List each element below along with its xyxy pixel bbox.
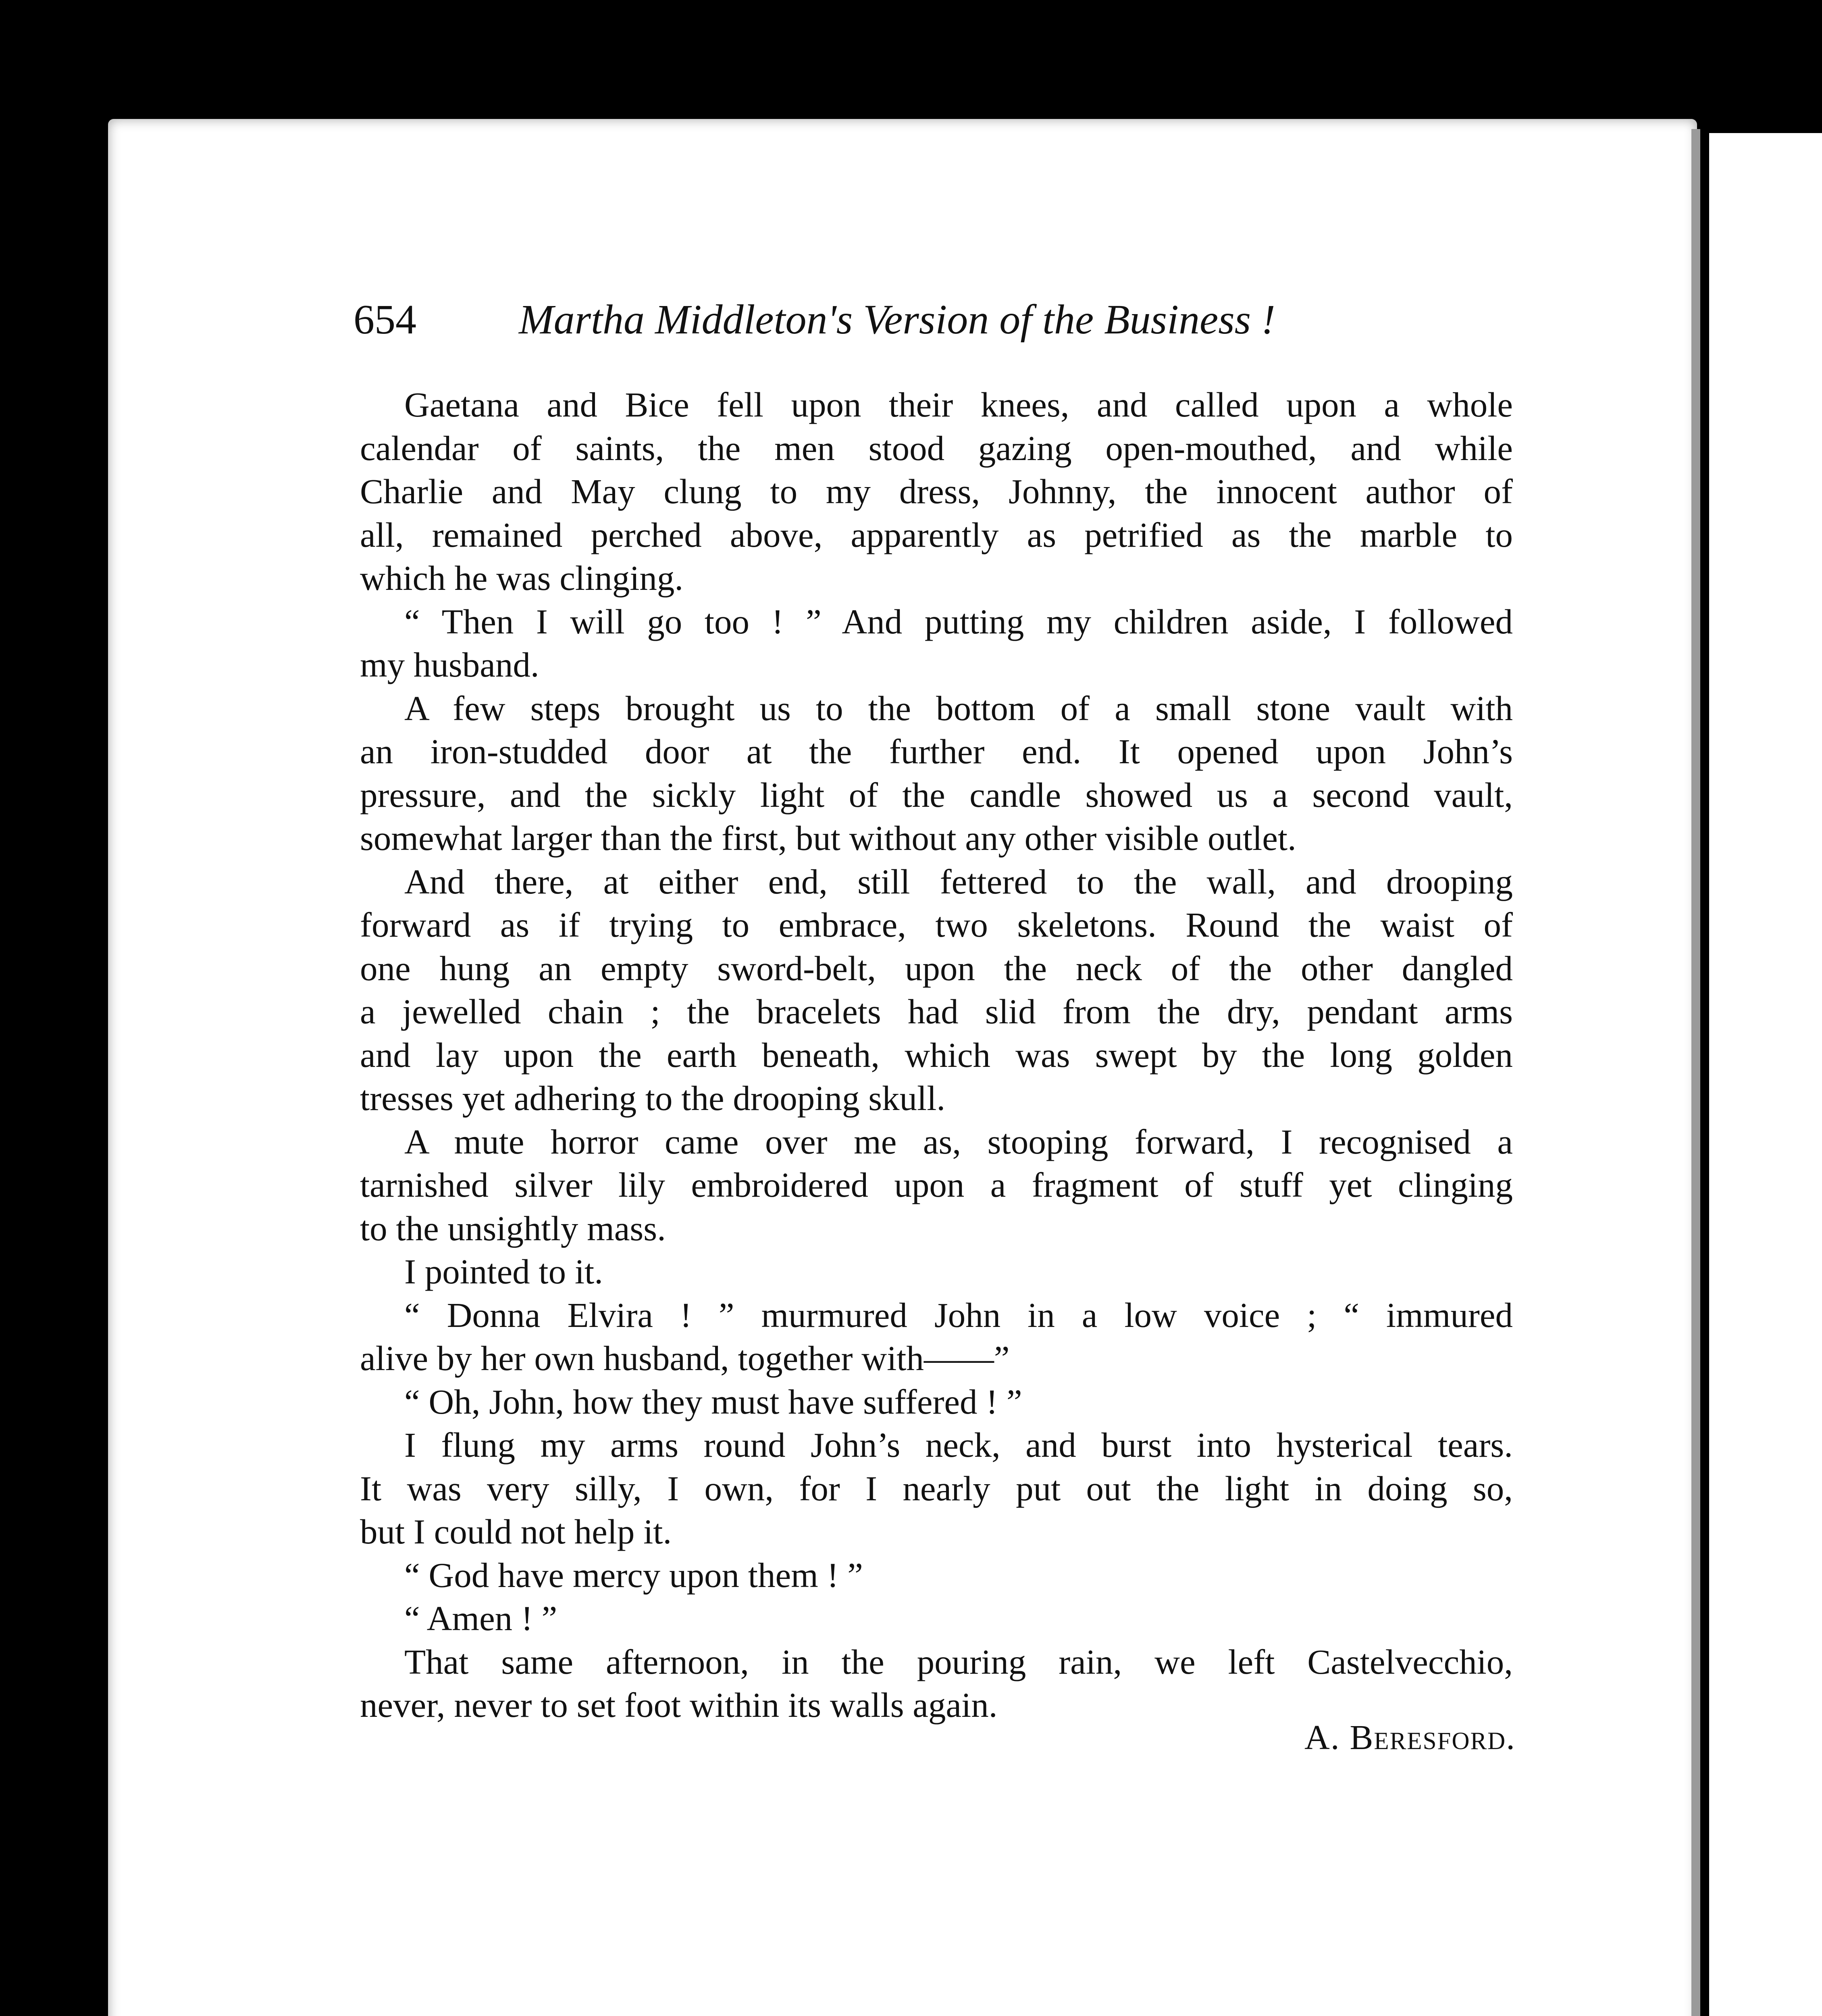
text-line: “ God have mercy upon them ! ” [404, 1555, 863, 1595]
text-line: somewhat larger than the first, but without any other visible outlet. [360, 818, 1296, 858]
text-line: an iron-studded door at the further end. It opened upon John’s [360, 732, 1513, 771]
facing-page-edge [1709, 133, 1822, 2016]
text-line: forward as if trying to embrace, two skeletons. Round the waist of [360, 905, 1513, 944]
text-line: calendar of saints, the men stood gazing open-mouthed, and while [360, 428, 1513, 468]
text-line: That same afternoon, in the pouring rain, we left Castelvecchio, [404, 1642, 1513, 1681]
page-number: 654 [354, 296, 416, 343]
running-title: Martha Middleton's Version of the Business ! [519, 296, 1275, 343]
author-signature: A. Beresford. [1304, 1718, 1516, 1757]
text-line: Gaetana and Bice fell upon their knees, and called upon a whole [404, 385, 1513, 424]
text-line: pressure, and the sickly light of the candle showed us a second vault, [360, 775, 1513, 814]
text-line: “ Amen ! ” [404, 1599, 557, 1638]
text-line: It was very silly, I own, for I nearly put out the light in doing so, [360, 1468, 1513, 1508]
text-line: Charlie and May clung to my dress, Johnny, the innocent author of [360, 472, 1513, 511]
text-line: and lay upon the earth beneath, which was swept by the long golden [360, 1035, 1513, 1075]
text-line: one hung an empty sword-belt, upon the neck of the other dangled [360, 948, 1513, 988]
text-line: never, never to set foot within its walls again. [360, 1685, 998, 1724]
page-gutter-edge [1691, 129, 1700, 2016]
text-line: A few steps brought us to the bottom of a small stone vault with [404, 688, 1513, 728]
text-line: alive by her own husband, together with——” [360, 1339, 1010, 1378]
text-line: I pointed to it. [404, 1252, 603, 1291]
text-line: “ Donna Elvira ! ” murmured John in a low voice ; “ immured [404, 1295, 1513, 1335]
text-line: And there, at either end, still fettered to the wall, and drooping [404, 862, 1513, 901]
text-line: tresses yet adhering to the drooping skull. [360, 1079, 946, 1118]
text-line: A mute horror came over me as, stooping forward, I recognised a [404, 1122, 1513, 1161]
page-header [354, 294, 1514, 346]
text-line: my husband. [360, 645, 539, 684]
text-line: all, remained perched above, apparently as petrified as the marble to [360, 515, 1513, 554]
body-text [360, 383, 1513, 1727]
text-line: to the unsightly mass. [360, 1208, 666, 1248]
text-line: I flung my arms round John’s neck, and burst into hysterical tears. [404, 1425, 1513, 1464]
text-line: “ Then I will go too ! ” And putting my children aside, I followed [404, 602, 1513, 641]
text-line: tarnished silver lily embroidered upon a fragment of stuff yet clinging [360, 1165, 1513, 1204]
text-line: “ Oh, John, how they must have suffered ! ” [404, 1382, 1022, 1421]
text-line: which he was clinging. [360, 558, 684, 598]
text-line: but I could not help it. [360, 1512, 672, 1551]
text-line: a jewelled chain ; the bracelets had slid from the dry, pendant arms [360, 992, 1513, 1031]
